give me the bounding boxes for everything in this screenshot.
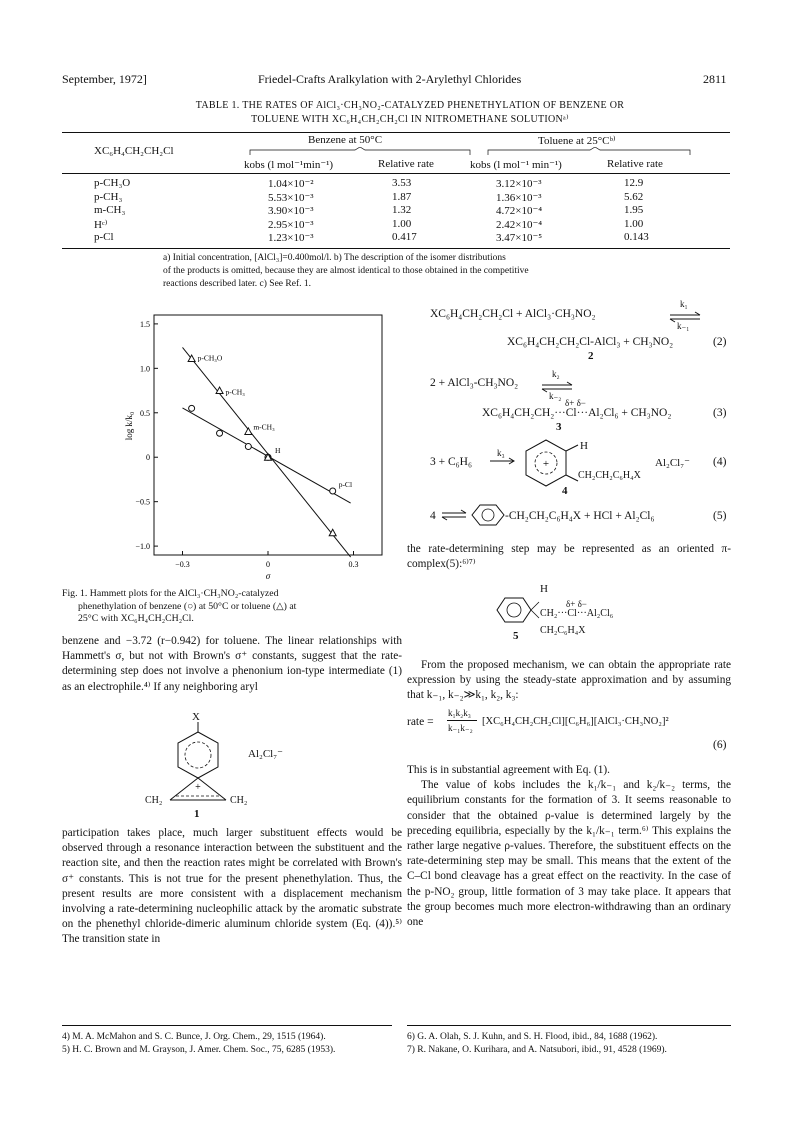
eq5-benzene: [470, 503, 506, 527]
group-braces: [240, 147, 710, 157]
s5-line2: CH₂C₆H₄X: [540, 625, 586, 636]
col-kobs-toluene: kobs (l mol⁻¹ min⁻¹): [470, 159, 562, 171]
table-cell-rb: 1.32: [392, 204, 412, 216]
right-text-4-p: The value of kobs includes the k₁/k₋₁ and k₂/k₋₂ terms, the equilibrium constants for the formation of 3. It seems reasonable to consider that the obtained ρ-value is determined largely by the preceding equilibria, especially by the k₁/k₋₁ term.⁶⁾ This explains the rather large negative ρ-values. Therefore, the substituent effects on the rate-determining step may be small. This means that the extent of the C–Cl bond cleavage has a great effect on the reactivity. In the case of the p-NO₂ group, little formation of 3 may take place. It appears that the group becomes much more electron-withdrawing than an ordinary one: [407, 779, 731, 929]
regression-line: [183, 347, 351, 557]
s5-charges: δ+ δ−: [566, 599, 587, 609]
y-tick-label: 0: [146, 453, 150, 463]
data-point-circle: [330, 488, 336, 494]
eq4-label: 4: [562, 485, 568, 497]
table-footnote-3: reactions described later. c) See Ref. 1.: [163, 279, 311, 289]
table-header-rule: [62, 173, 730, 174]
eq3-left: 2 + AlCl₃-CH₃NO₂: [430, 377, 519, 389]
left-para-1-text: benzene and −3.72 (r−0.942) for toluene. The linear relationships with Hammett's σ, but not with Brown's σ⁺ constants, suggest that the rate-determining step does not involve a phenonium ion-type intermediate (1) as an electrophile.⁴⁾ If any neighboring aryl: [62, 635, 402, 693]
table-cell-rt: 1.00: [624, 217, 644, 230]
data-point-circle: [189, 405, 195, 411]
table-cell-kt: 1.36×10⁻³: [496, 191, 542, 204]
rate-rhs: [XC₆H₄CH₂CH₂Cl][C₆H₆][AlCl₃·CH₃NO₂]²: [482, 716, 669, 727]
col-kobs-benzene: kobs (l mol⁻¹min⁻¹): [244, 159, 334, 171]
eq6-number: (6): [713, 739, 727, 751]
right-text-2-p: From the proposed mechanism, we can obtain the appropriate rate expression by using the steady-state approximation and by assuming that k₋₁, k₋₂≫k₁, k₂, k₃:: [407, 659, 731, 702]
data-point-circle: [245, 444, 251, 450]
left-ref-rule: [62, 1025, 392, 1026]
y-tick-label: 1.0: [140, 364, 150, 374]
table-cell-rt: 12.9: [624, 177, 644, 189]
running-title: Friedel-Crafts Aralkylation with 2-Arylethyl Chlorides: [258, 72, 522, 86]
ref-6: 6) G. A. Olah, S. J. Kuhn, and S. H. Flood, ibid., 84, 1688 (1962).: [407, 1032, 658, 1042]
eq5-right: -CH₂CH₂C₆H₄X + HCl + Al₂Cl₆: [505, 510, 655, 522]
svg-text:+: +: [195, 782, 201, 793]
table-cell-rb: 1.00: [392, 217, 412, 230]
s5-line1: CH₂···Cl···Al₂Cl₆: [540, 608, 614, 619]
figure-caption-1: Fig. 1. Hammett plots for the AlCl₃·CH₃NO₂-catalyzed: [62, 588, 279, 599]
x-tick-label: −0.3: [175, 560, 190, 569]
struct1-ch2-left: CH₂: [145, 795, 163, 806]
ref-5: 5) H. C. Brown and M. Grayson, J. Amer. Chem. Soc., 75, 6285 (1953).: [62, 1045, 336, 1055]
right-text-1-p: the rate-determining step may be represented as an oriented π-complex(5):⁶⁾⁷⁾: [407, 543, 731, 571]
right-refs: [407, 1031, 731, 1057]
eq3-k2: k₂: [552, 369, 560, 379]
point-label: p-Cl: [338, 480, 353, 489]
plot-frame: [154, 315, 382, 555]
x-tick-label: 0: [266, 560, 270, 569]
right-ref-rule: [407, 1025, 731, 1026]
struct1-label: 1: [194, 808, 200, 820]
page-number: 2811: [703, 72, 727, 86]
y-tick-label: −1.0: [135, 542, 150, 552]
table-footnote-2: of the products is omitted, because they are almost identical to those obtained in the competitive: [163, 266, 529, 276]
table-cell-kt: 3.47×10⁻⁵: [496, 232, 543, 244]
table-cell-kb: 2.95×10⁻³: [268, 218, 314, 231]
table-cell-kb: 1.04×10⁻²: [268, 178, 314, 190]
data-point-circle: [217, 430, 223, 436]
table-caption-line2: TOLUENE WITH XC₆H₄CH₂CH₂Cl IN NITROMETHANE SOLUTIONᵃ⁾: [251, 114, 569, 125]
struct1-anion: Al₂Cl₇⁻: [248, 748, 283, 760]
eq5-arrows: [440, 505, 470, 525]
left-para-1: [62, 634, 402, 695]
x-tick-label: 0.3: [348, 560, 359, 569]
eq2-number: (2): [713, 336, 727, 348]
right-text-3-p: This is in substantial agreement with Eq. (1).: [407, 764, 610, 776]
table-cell-x: Hᶜ⁾: [94, 218, 108, 231]
point-label: m-CH₃: [253, 422, 275, 432]
eq2-left: XC₆H₄CH₂CH₂Cl + AlCl₃·CH₃NO₂: [430, 308, 596, 320]
table-row-header: XC₆H₄CH₂CH₂Cl: [94, 145, 174, 157]
eq3-label: 3: [556, 421, 562, 433]
ref-7: 7) R. Nakane, O. Kurihara, and A. Natsubori, ibid., 91, 4528 (1969).: [407, 1045, 667, 1055]
table-cell-kt: 2.42×10⁻⁴: [496, 218, 543, 231]
eq4-h: H: [580, 440, 588, 452]
table-cell-rb: 1.87: [392, 190, 412, 203]
table-footnotes: [163, 252, 529, 291]
rate-frac-bar: [447, 720, 477, 721]
eq2-label: 2: [588, 350, 594, 362]
eq4-arrow: [488, 455, 518, 467]
figure-caption: [62, 588, 402, 626]
y-tick-label: −0.5: [135, 497, 150, 507]
eq4-anion: Al₂Cl₇⁻: [655, 457, 690, 469]
group-benzene: Benzene at 50°C: [308, 134, 383, 146]
eq2-km1: k₋₁: [677, 321, 690, 331]
y-axis-label: log k/k₀: [124, 411, 134, 441]
table-cell-x: p-CH₃O: [94, 177, 131, 189]
data-point-triangle: [245, 428, 252, 435]
eq2-right: XC₆H₄CH₂CH₂Cl-AlCl₃ + CH₃NO₂: [507, 336, 674, 348]
table-cell-kb: 3.90×10⁻³: [268, 205, 314, 217]
table-cell-kb: 5.53×10⁻³: [268, 191, 314, 204]
hammett-chart: [62, 305, 402, 585]
table-cell-kb: 1.23×10⁻³: [268, 232, 314, 244]
struct1-ch2-right: CH₂: [230, 795, 248, 806]
right-text-2: [407, 658, 731, 704]
svg-text:+: +: [542, 458, 550, 470]
struct1-x: X: [192, 711, 200, 723]
eq5-number: (5): [713, 510, 727, 522]
group-toluene: Toluene at 25°Cᵇ⁾: [538, 135, 616, 147]
left-refs: [62, 1031, 402, 1057]
ref-4: 4) M. A. McMahon and S. C. Bunce, J. Org. Chem., 29, 1515 (1964).: [62, 1032, 326, 1042]
rate-frac-top: k₁k₂k₃: [448, 708, 471, 718]
eq3-km2: k₋₂: [549, 391, 562, 401]
eq4-left: 3 + C₆H₆: [430, 456, 472, 468]
figure-caption-3: 25°C with XC₆H₄CH₂CH₂Cl.: [78, 613, 194, 624]
eq5-left: 4: [430, 510, 436, 522]
eq2-k1: k₁: [680, 299, 688, 309]
eq3-charges: δ+ δ−: [565, 398, 586, 408]
x-axis-label: σ: [265, 571, 271, 581]
y-tick-label: 1.5: [140, 319, 150, 329]
s5-h: H: [540, 583, 548, 595]
point-label: p-CH₃O: [197, 353, 223, 363]
rate-lhs: rate =: [407, 716, 434, 728]
table-cell-rt: 0.143: [624, 231, 649, 243]
table-cell-kt: 4.72×10⁻⁴: [496, 205, 543, 217]
table-bottom-rule: [62, 248, 730, 249]
rate-frac-bot: k₋₁k₋₂: [448, 723, 473, 733]
left-para-2-text: participation takes place, much larger substituent effects would be observed through a resonance interaction between the substituent and the reaction site, and then the reaction rates might be correlated with Brown's σ⁺ constants. This is not true for the present phenethylation. Thus, the present results are more consistent with a displacement mechanism involving a rate-determining nucleophilic attack by the aromatic substrate on the phenethyl chloride-dimeric aluminum chloride system (Eq. (4)).⁵⁾ The transition state in: [62, 827, 402, 946]
right-text-3: [407, 763, 731, 930]
eq4-sub: CH₂CH₂C₆H₄X: [578, 470, 641, 481]
table-cell-kt: 3.12×10⁻³: [496, 178, 542, 190]
table-cell-x: m-CH₃: [94, 204, 126, 216]
table-cell-rb: 0.417: [392, 231, 417, 243]
point-label: p-CH₃: [225, 387, 245, 397]
header-date: September, 1972]: [62, 72, 147, 86]
table-footnote-1: a) Initial concentration, [AlCl₃]=0.400mol/l. b) The description of the isomer distributions: [163, 253, 506, 263]
eq3-number: (3): [713, 407, 727, 419]
point-label: H: [275, 446, 281, 456]
table-caption: [175, 99, 645, 127]
eq4-number: (4): [713, 456, 727, 468]
table-top-rule: [62, 132, 730, 133]
table-caption-line1: TABLE 1. THE RATES OF AlCl₃·CH₃NO₂-CATALYZED PHENETHYLATION OF BENZENE OR: [195, 100, 625, 111]
table-cell-rt: 1.95: [624, 204, 644, 216]
table-cell-x: p-Cl: [94, 231, 114, 243]
table-cell-rb: 3.53: [392, 177, 412, 189]
left-para-2: [62, 826, 402, 948]
col-rel-benzene: Relative rate: [378, 158, 434, 170]
table-cell-rt: 5.62: [624, 190, 644, 203]
s5-label: 5: [513, 630, 519, 642]
right-text-1: [407, 542, 731, 572]
data-point-triangle: [329, 529, 336, 536]
eq3-right: XC₆H₄CH₂CH₂···Cl···Al₂Cl₆ + CH₃NO₂: [482, 407, 672, 419]
col-rel-toluene: Relative rate: [607, 158, 663, 170]
structure-5-ring: [495, 590, 545, 630]
eq4-k3: k₃: [497, 448, 505, 458]
table-cell-x: p-CH₃: [94, 190, 123, 203]
y-tick-label: 0.5: [140, 408, 150, 418]
figure-caption-2: phenethylation of benzene (○) at 50°C or toluene (△) at: [78, 600, 297, 612]
